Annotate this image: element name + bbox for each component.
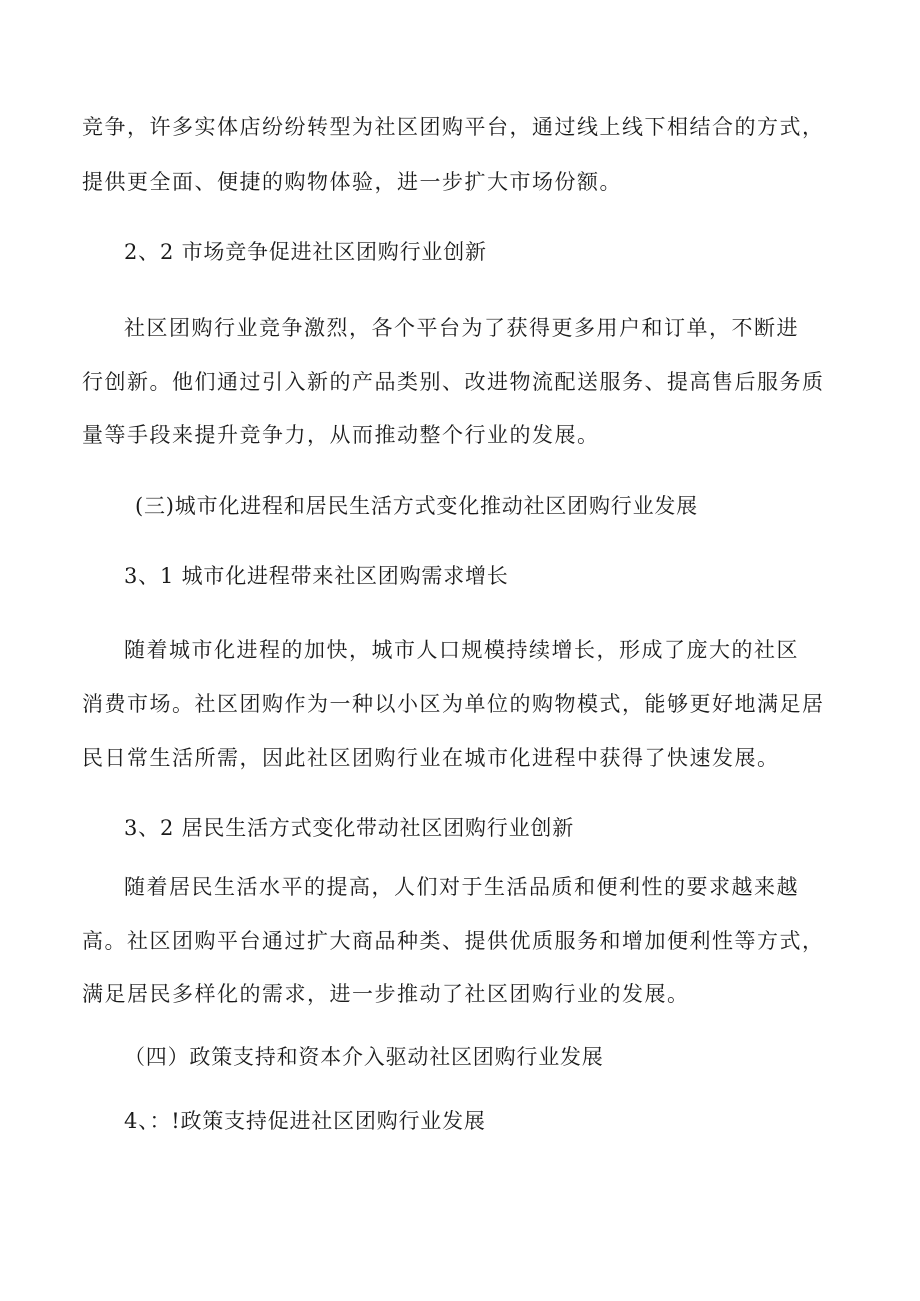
subsection-heading-2-2: 2、2 市场竞争促进社区团购行业创新 [124,240,487,264]
subsection-heading-3-2: 3、2 居民生活方式变化带动社区团购行业创新 [124,816,574,840]
paragraph-text-line: 行创新。他们通过引入新的产品类别、改进物流配送服务、提高售后服务质 [82,370,825,394]
paragraph-text-line: 消费市场。社区团购作为一种以小区为单位的购物模式，能够更好地满足居 [82,692,825,716]
section-heading-4: （四）政策支持和资本介入驱动社区团购行业发展 [124,1045,604,1069]
subsection-heading-4-1: 4、：!政策支持促进社区团购行业发展 [124,1109,486,1133]
paragraph-text-line: 随着城市化进程的加快，城市人口规模持续增长，形成了庞大的社区 [124,638,799,662]
paragraph-text-line: 民日常生活所需，因此社区团购行业在城市化进程中获得了快速发展。 [82,746,780,770]
subsection-heading-3-1: 3、1 城市化进程带来社区团购需求增长 [124,564,509,588]
paragraph-text-line: 社区团购行业竞争激烈，各个平台为了获得更多用户和订单，不断进 [124,316,799,340]
section-heading-3: (三)城市化进程和居民生活方式变化推动社区团购行业发展 [135,494,698,518]
paragraph-text-line: 高。社区团购平台通过扩大商品种类、提供优质服务和增加便利性等方式， [82,929,825,953]
paragraph-text-line: 满足居民多样化的需求，进一步推动了社区团购行业的发展。 [82,982,690,1006]
paragraph-text-line: 随着居民生活水平的提高，人们对于生活品质和便利性的要求越来越 [124,875,799,899]
paragraph-text-line: 量等手段来提升竞争力，从而推动整个行业的发展。 [82,423,600,447]
paragraph-text-line: 竞争，许多实体店纷纷转型为社区团购平台，通过线上线下相结合的方式， [82,115,825,139]
paragraph-text-line: 提供更全面、便捷的购物体验，进一步扩大市场份额。 [82,170,622,194]
